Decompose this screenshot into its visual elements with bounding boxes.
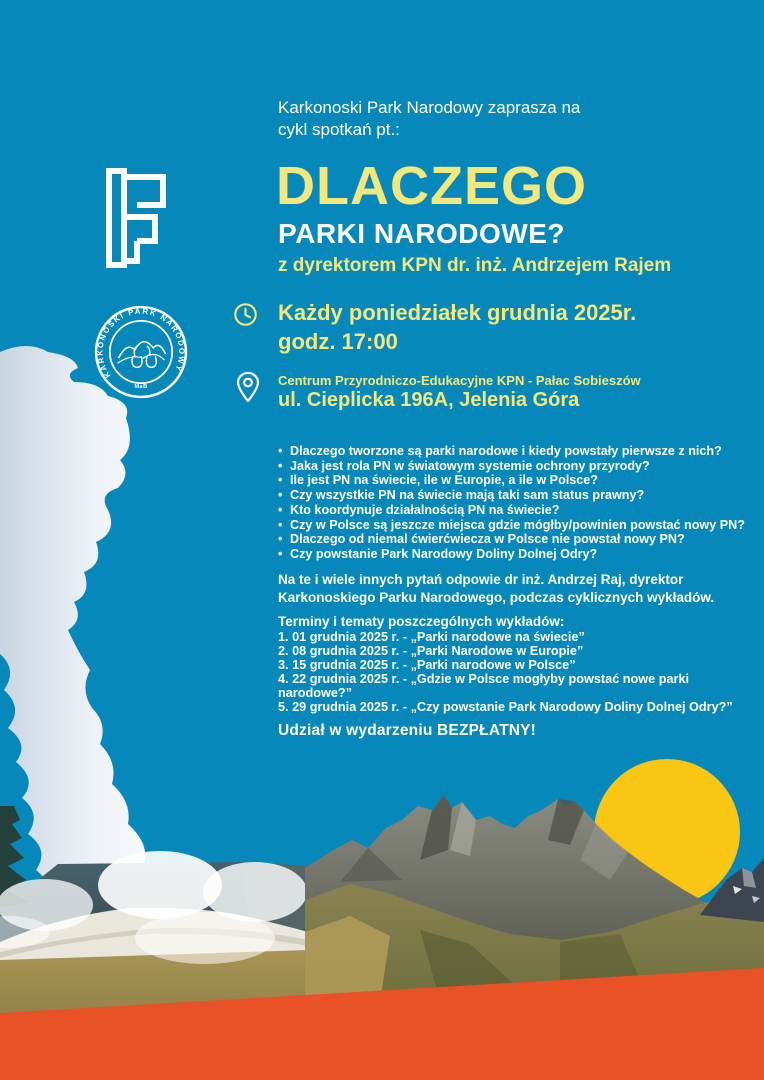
free-entry-note: Udział w wydarzeniu BEZPŁATNY! xyxy=(278,722,537,739)
poster-subtitle: PARKI NARODOWE? xyxy=(278,218,565,249)
question-item: • Dlaczego od niemal ćwierćwiecza w Polsce nie powstał nowy PN? xyxy=(278,532,760,547)
lectures-list xyxy=(278,631,750,714)
schedule-line-1: Każdy poniedziałek grudnia 2025r. xyxy=(278,300,637,325)
clock-icon xyxy=(233,302,258,327)
lecture-item: 3. 15 grudnia 2025 r. - „Parki narodowe w Polsce” xyxy=(278,657,576,672)
question-item: • Czy powstanie Park Narodowy Doliny Dolnej Odry? xyxy=(278,547,760,562)
intro-line-2: cykl spotkań pt.: xyxy=(278,120,400,139)
address-line: ul. Cieplicka 196A, Jelenia Góra xyxy=(278,389,580,411)
outro-line-1: Na te i wiele innych pytań odpowie dr inż. Andrzej Raj, dyrektor xyxy=(278,572,684,587)
schedule-text xyxy=(278,298,636,356)
venue-line: Centrum Przyrodniczo-Edukacyjne KPN - Pałac Sobieszów xyxy=(278,373,641,388)
kpn-round-emblem xyxy=(94,305,188,399)
outro-text xyxy=(278,571,714,606)
lecture-item: 1. 01 grudnia 2025 r. - „Parki narodowe na świecie” xyxy=(278,630,585,644)
lecture-item: 5. 29 grudnia 2025 r. - „Czy powstanie Park Narodowy Doliny Dolnej Odry?” xyxy=(278,699,733,714)
outro-line-2: Karkonoskiego Parku Narodowego, podczas cyklicznych wykładów. xyxy=(278,589,715,605)
location-pin-icon xyxy=(236,371,260,404)
question-item: • Dlaczego tworzone są parki narodowe i kiedy powstały pierwsze z nich? xyxy=(278,444,760,459)
schedule-line-2: godz. 17:00 xyxy=(278,329,398,354)
question-item: • Czy w Polsce są jeszcze miejsca gdzie mógłby/powinien powstać nowy PN? xyxy=(278,518,760,533)
intro-line-1: Karkonoski Park Narodowy zaprasza na xyxy=(278,98,581,117)
question-item: • Czy wszystkie PN na świecie mają taki sam status prawny? xyxy=(278,488,760,503)
kpn-f-logo xyxy=(100,167,172,269)
questions-list xyxy=(278,444,760,562)
poster-title: DLACZEGO xyxy=(276,156,587,216)
presenter-line: z dyrektorem KPN dr. inż. Andrzejem Rajem xyxy=(278,255,672,276)
intro-text xyxy=(278,97,580,141)
lectures-heading: Terminy i tematy poszczególnych wykładów: xyxy=(278,614,565,629)
question-item: • Kto koordynuje działalnością PN na świecie? xyxy=(278,503,760,518)
emblem-ring-text: KARKONOSKI PARK NARODOWY xyxy=(95,306,187,380)
lecture-item: 2. 08 grudnia 2025 r. - „Parki Narodowe w Europie” xyxy=(278,643,584,658)
lecture-item: 4. 22 grudnia 2025 r. - „Gdzie w Polsce mogłyby powstać nowe parki narodowe?” xyxy=(278,671,690,700)
emblem-mab-text: MaB xyxy=(134,383,148,390)
question-item: • Jaka jest rola PN w światowym systemie ochrony przyrody? xyxy=(278,459,760,474)
question-item: • Ile jest PN na świecie, ile w Europie, a ile w Polsce? xyxy=(278,473,760,488)
